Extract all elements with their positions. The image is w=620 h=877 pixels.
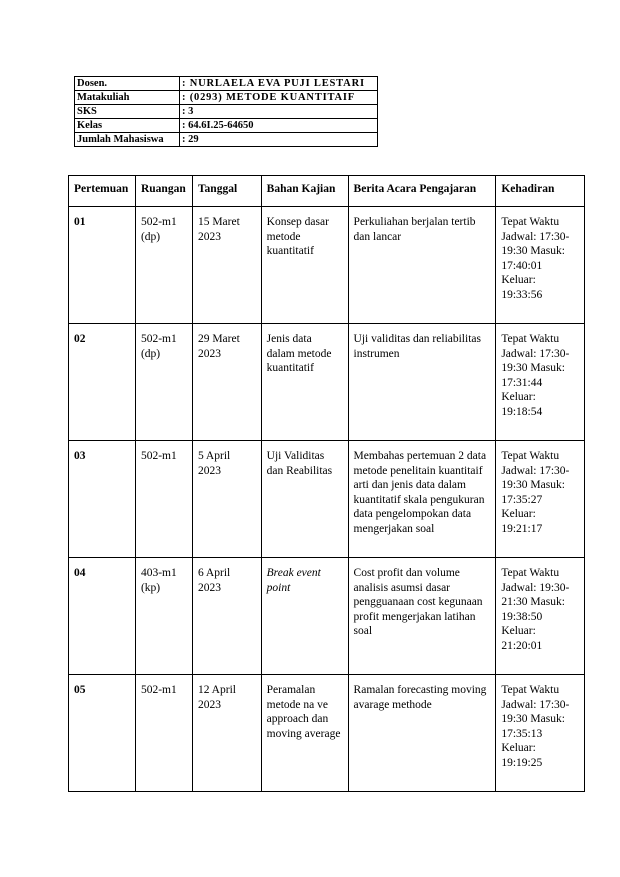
cell-bahan-kajian: Peramalan metode na ve approach dan moving average [261,675,348,792]
header-bahan-kajian: Bahan Kajian [261,176,348,207]
cell-kehadiran: Tepat Waktu Jadwal: 17:30-19:30 Masuk: 17:31:44 Keluar: 19:18:54 [496,324,585,441]
cell-tanggal: 15 Maret 2023 [192,207,261,324]
info-row-matakuliah [75,91,378,105]
table-row [69,207,585,324]
cell-tanggal: 29 Maret 2023 [192,324,261,441]
course-info-table [74,76,378,147]
cell-pertemuan: 02 [69,324,136,441]
cell-berita-acara: Membahas pertemuan 2 data metode penelitain kuantitaif arti dan jenis data dalam kuantitatif skala pengukuran data pengelompokan data mengerjakan soal [348,441,496,558]
cell-ruangan: 403-m1 (kp) [135,558,192,675]
cell-berita-acara: Perkuliahan berjalan tertib dan lancar [348,207,496,324]
info-value: : 29 [180,133,378,147]
info-row-sks [75,105,378,119]
cell-kehadiran: Tepat Waktu Jadwal: 17:30-19:30 Masuk: 17:35:27 Keluar: 19:21:17 [496,441,585,558]
cell-ruangan: 502-m1 [135,675,192,792]
cell-berita-acara: Cost profit dan volume analisis asumsi dasar pengguanaan cost kegunaan profit mengerjakan latihan soal [348,558,496,675]
cell-berita-acara: Uji validitas dan reliabilitas instrumen [348,324,496,441]
cell-tanggal: 5 April 2023 [192,441,261,558]
info-key: Kelas [75,119,180,133]
cell-pertemuan: 01 [69,207,136,324]
table-row [69,441,585,558]
info-key: SKS [75,105,180,119]
cell-kehadiran: Tepat Waktu Jadwal: 17:30-19:30 Masuk: 17:35:13 Keluar: 19:19:25 [496,675,585,792]
info-key: Matakuliah [75,91,180,105]
cell-tanggal: 12 April 2023 [192,675,261,792]
header-berita-acara: Berita Acara Pengajaran [348,176,496,207]
info-key: Dosen. [75,77,180,91]
info-row-jumlah-mahasiswa [75,133,378,147]
info-row-dosen [75,77,378,91]
info-value: : 64.6I.25-64650 [180,119,378,133]
cell-kehadiran: Tepat Waktu Jadwal: 19:30-21:30 Masuk: 19:38:50 Keluar: 21:20:01 [496,558,585,675]
table-header-row [69,176,585,207]
lecture-log-table [68,175,585,792]
table-row [69,558,585,675]
info-value: : NURLAELA EVA PUJI LESTARI [180,77,378,91]
cell-pertemuan: 05 [69,675,136,792]
info-value: : 3 [180,105,378,119]
cell-pertemuan: 04 [69,558,136,675]
info-key: Jumlah Mahasiswa [75,133,180,147]
header-pertemuan: Pertemuan [69,176,136,207]
cell-ruangan: 502-m1 (dp) [135,324,192,441]
header-tanggal: Tanggal [192,176,261,207]
cell-bahan-kajian: Uji Validitas dan Reabilitas [261,441,348,558]
cell-kehadiran: Tepat Waktu Jadwal: 17:30-19:30 Masuk: 17:40:01 Keluar: 19:33:56 [496,207,585,324]
cell-ruangan: 502-m1 [135,441,192,558]
header-kehadiran: Kehadiran [496,176,585,207]
cell-bahan-kajian: Jenis data dalam metode kuantitatif [261,324,348,441]
cell-bahan-kajian: Konsep dasar metode kuantitatif [261,207,348,324]
info-row-kelas [75,119,378,133]
table-row [69,324,585,441]
cell-pertemuan: 03 [69,441,136,558]
table-row [69,675,585,792]
header-ruangan: Ruangan [135,176,192,207]
cell-ruangan: 502-m1 (dp) [135,207,192,324]
info-value: : (0293) METODE KUANTITAIF [180,91,378,105]
cell-berita-acara: Ramalan forecasting moving avarage methode [348,675,496,792]
cell-bahan-kajian: Break event point [261,558,348,675]
cell-tanggal: 6 April 2023 [192,558,261,675]
